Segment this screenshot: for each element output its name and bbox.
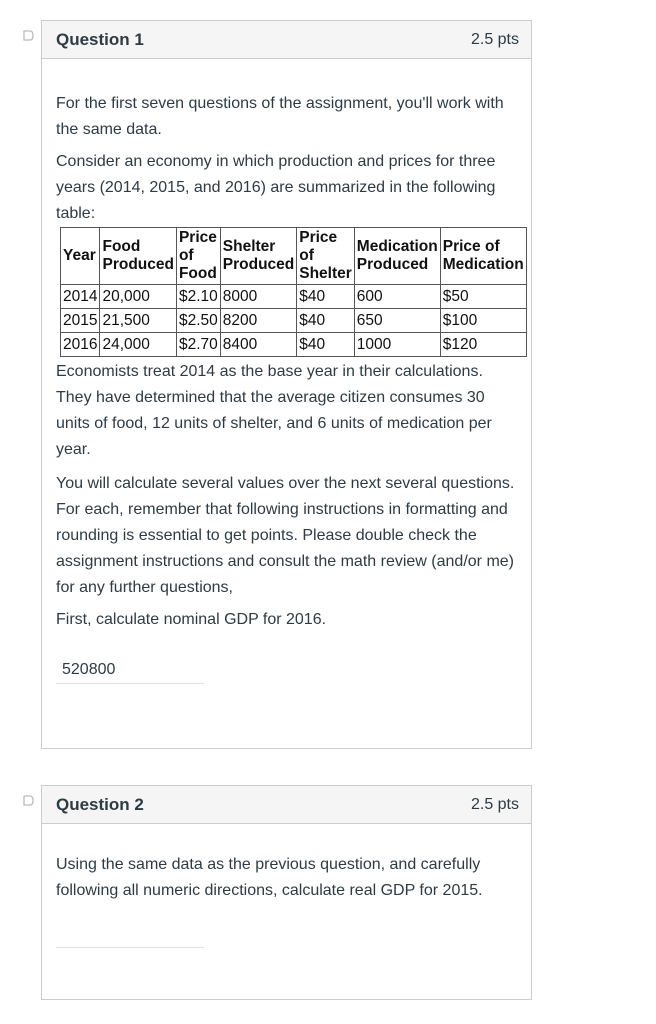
table-cell: 8200 [220, 309, 296, 333]
table-cell: 2014 [61, 285, 100, 309]
table-cell: $2.70 [176, 333, 220, 357]
question-header [42, 21, 531, 59]
prompt-text: Using the same data as the previous question, and carefully following all numeric directions, calculate real GDP for 2015. [56, 856, 483, 899]
economists-text: Economists treat 2014 as the base year in their calculations. They have determined that the average citizen consumes 30 units of food, 12 units of shelter, and 6 units of medication per year. [56, 363, 492, 458]
instructions-text: You will calculate several values over the next several questions. For each, remember that following instructions in formatting and rounding is essential to get points. Please double check the assignment instructions and consult the math review (and/or me) for any further questions, [56, 475, 515, 596]
answer-input[interactable]: 520800 [56, 657, 204, 684]
table-cell: 2016 [61, 333, 100, 357]
table-cell: 8000 [220, 285, 296, 309]
header-medication-produced: Medication Produced [354, 228, 440, 285]
table-cell: 650 [354, 309, 440, 333]
table-cell: $40 [297, 333, 355, 357]
table-row [61, 285, 527, 309]
consider-text: Consider an economy in which production and prices for three years (2014, 2015, and 2016) are summarized in the following table: [56, 153, 496, 222]
header-price-food: Price of Food [176, 228, 220, 285]
header-shelter-produced: Shelter Produced [220, 228, 296, 285]
table-row [61, 309, 527, 333]
question-2 [41, 785, 532, 1000]
table-cell: 600 [354, 285, 440, 309]
table-cell: 24,000 [100, 333, 176, 357]
table-cell: 21,500 [100, 309, 176, 333]
header-year: Year [61, 228, 100, 285]
table-cell: $50 [440, 285, 526, 309]
intro-text: For the first seven questions of the assignment, you'll work with the same data. [56, 95, 504, 138]
question-points: 2.5 pts [470, 30, 519, 48]
question-header [42, 786, 531, 824]
table-cell: $2.50 [176, 309, 220, 333]
table-cell: 8400 [220, 333, 296, 357]
table-cell: $2.10 [176, 285, 220, 309]
question-points: 2.5 pts [470, 795, 519, 813]
question-title: Question 1 [56, 29, 144, 49]
data-table [60, 227, 527, 357]
question-text [42, 852, 531, 948]
table-cell: 2015 [61, 309, 100, 333]
table-cell: $40 [297, 309, 355, 333]
flag-question-icon[interactable] [23, 795, 34, 806]
question-title: Question 2 [56, 794, 144, 814]
question-1 [41, 20, 532, 749]
table-cell: 20,000 [100, 285, 176, 309]
table-row [61, 333, 527, 357]
answer-input[interactable] [56, 922, 204, 948]
question-text [42, 91, 531, 684]
header-food-produced: Food Produced [100, 228, 176, 285]
table-cell: 1000 [354, 333, 440, 357]
header-price-shelter: Price of Shelter [297, 228, 355, 285]
table-cell: $120 [440, 333, 526, 357]
flag-question-icon[interactable] [23, 30, 34, 41]
table-cell: $40 [297, 285, 355, 309]
table-header-row [61, 228, 527, 285]
prompt-text: First, calculate nominal GDP for 2016. [56, 611, 327, 628]
table-cell: $100 [440, 309, 526, 333]
header-price-medication: Price of Medication [440, 228, 526, 285]
